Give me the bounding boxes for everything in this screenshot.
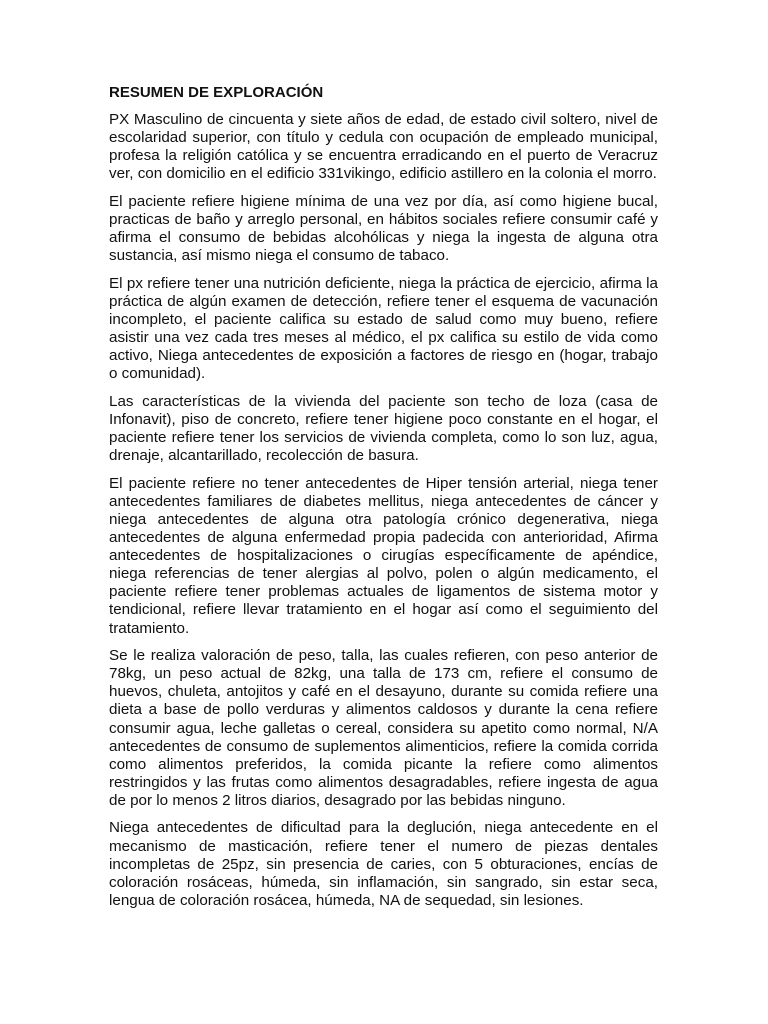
document-title: RESUMEN DE EXPLORACIÓN bbox=[109, 84, 324, 101]
paragraph-datos-generales: PX Masculino de cincuenta y siete años de edad, de estado civil soltero, nivel de escolaridad superior, con título y cedula con ocupación de empleado municipal, profesa la religión católica y se encuentra erradicando en el puerto de Veracruz ver, con domicilio en el edificio 331vikingo, edificio astillero en la colonia el morro. bbox=[109, 111, 658, 183]
paragraph-deglucion: Niega antecedentes de dificultad para la deglución, niega antecedente en el mecanismo de masticación, refiere tener el numero de piezas dentales incompletas de 25pz, sin presencia de caries, con 5 obturaciones, encías de coloración rosáceas, húmeda, sin inflamación, sin sangrado, sin estar seca, lengua de coloración rosácea, húmeda, NA de sequedad, sin lesiones. bbox=[109, 819, 658, 909]
document-page bbox=[109, 84, 658, 919]
paragraph-higiene: El paciente refiere higiene mínima de una vez por día, así como higiene bucal, practicas de baño y arreglo personal, en hábitos sociales refiere consumir café y afirma el consumo de bebidas alcohólicas y niega la ingesta de alguna otra sustancia, así mismo niega el consumo de tabaco. bbox=[109, 192, 658, 265]
paragraph-vivienda: Las características de la vivienda del paciente son techo de loza (casa de Infonavit), piso de concreto, refiere tener higiene poco constante en el hogar, el paciente refiere tener los servicios de vivienda completa, como lo son luz, agua, drenaje, alcantarillado, recolección de basura. bbox=[109, 392, 658, 465]
paragraph-valoracion-peso: Se le realiza valoración de peso, talla, las cuales refieren, con peso anterior de 78kg, un peso actual de 82kg, una talla de 173 cm, refiere el consumo de huevos, chuleta, antojitos y café en el desayuno, durante su comida refiere una dieta a base de pollo verduras y alimentos caldosos y durante la cena refiere consumir agua, leche galletas o cereal, considera su apetito como normal, N/A antecedentes de consumo de suplementos alimenticios, refiere la comida corrida como alimentos preferidos, la comida picante la refiere como alimentos restringidos y las frutas como alimentos desagradables, refiere ingesta de agua de por lo menos 2 litros diarios, desagrado por las bebidas ninguno. bbox=[109, 647, 658, 809]
paragraph-nutricion: El px refiere tener una nutrición deficiente, niega la práctica de ejercicio, afirma la práctica de algún examen de detección, refiere tener el esquema de vacunación incompleto, el paciente califica su estado de salud como muy bueno, refiere asistir una vez cada tres meses al médico, el px califica su estilo de vida como activo, Niega antecedentes de exposición a factores de riesgo en (hogar, trabajo o comunidad). bbox=[109, 274, 658, 383]
paragraph-antecedentes: El paciente refiere no tener antecedentes de Hiper tensión arterial, niega tener antecedentes familiares de diabetes mellitus, niega antecedentes de cáncer y niega antecedentes de alguna otra patología crónico degenerativa, niega antecedentes de alguna enfermedad propia padecida con anterioridad, Afirma antecedentes de hospitalizaciones o cirugías específicamente de apéndice, niega referencias de tener alergias al polvo, polen o algún medicamento, el paciente refiere tener problemas actuales de ligamentos de sistema motor y tendicional, refiere llevar tratamiento en el hogar así como el seguimiento del tratamiento. bbox=[109, 474, 658, 637]
